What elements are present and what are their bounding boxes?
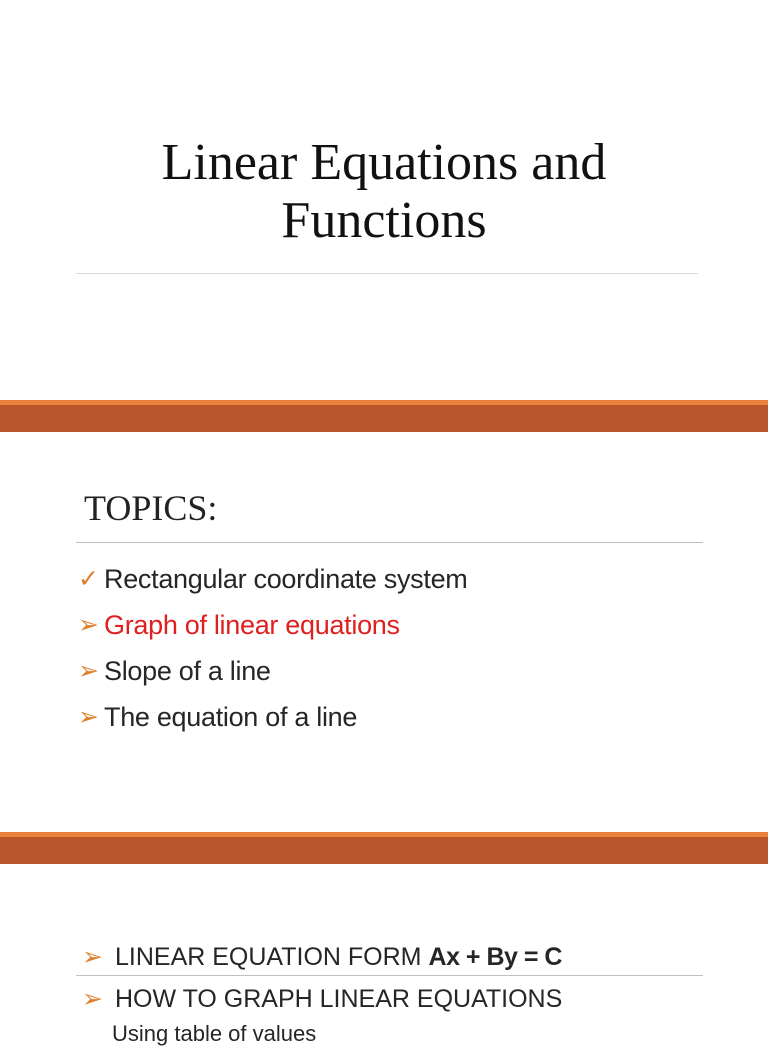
list-item-table-of-values <box>112 1019 316 1049</box>
item-label: LINEAR EQUATION FORM <box>115 942 422 971</box>
topic-label: The equation of a line <box>104 702 358 732</box>
arrow-right-icon: ➢ <box>82 985 103 1013</box>
topic-label: Graph of linear equations <box>104 610 400 640</box>
topic-item-slope-of-a-line <box>78 648 468 694</box>
slide-linear-equation-form <box>0 864 768 1046</box>
slide-separator <box>0 400 768 432</box>
list-item-how-to-graph <box>82 980 562 1018</box>
equation-text: Ax + By = C <box>428 942 562 971</box>
slide-separator <box>0 832 768 864</box>
title-divider <box>76 273 698 274</box>
title-line-1: Linear Equations and <box>161 134 607 191</box>
topic-item-rectangular-coordinate-system <box>78 556 468 602</box>
topics-divider <box>76 542 703 543</box>
item-label: HOW TO GRAPH LINEAR EQUATIONS <box>115 984 563 1013</box>
topic-label: Rectangular coordinate system <box>104 564 468 594</box>
slide-topics <box>0 432 768 832</box>
topics-list <box>78 556 468 740</box>
item-label: Using table of values <box>112 1021 317 1046</box>
content-divider <box>76 975 703 976</box>
arrow-right-icon: ➢ <box>82 943 103 971</box>
arrow-right-icon: ➢ <box>78 611 99 639</box>
arrow-right-icon: ➢ <box>78 703 99 731</box>
checkmark-icon: ✓ <box>78 565 99 593</box>
slide-title-text <box>60 134 708 250</box>
topic-item-graph-of-linear-equations <box>78 602 468 648</box>
topic-label: Slope of a line <box>104 656 271 686</box>
slide-title <box>0 0 768 400</box>
arrow-right-icon: ➢ <box>78 657 99 685</box>
title-line-2: Functions <box>281 192 487 249</box>
topics-heading: TOPICS: <box>84 488 218 528</box>
topic-item-equation-of-a-line <box>78 694 468 740</box>
list-item-linear-equation-form <box>82 938 562 976</box>
